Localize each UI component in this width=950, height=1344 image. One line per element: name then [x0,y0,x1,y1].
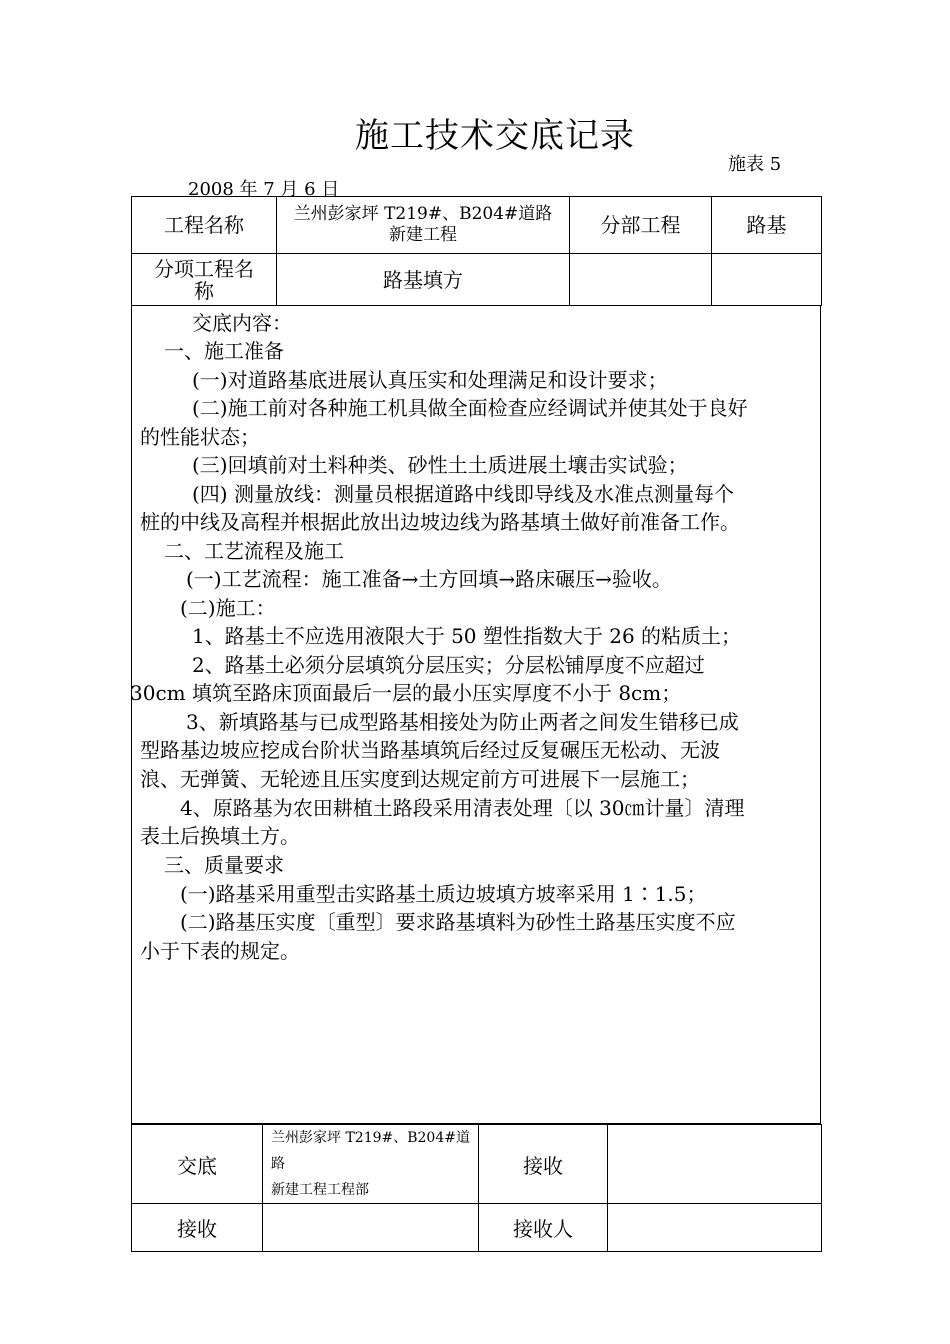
project-name-line-1: 兰州彭家坪 T219#、B204#道路 [293,204,553,224]
content-line: (一)路基采用重型击实路基土质边坡填方坡率采用 1∶1.5； [180,882,707,906]
content-line: 2、路基土必须分层填筑分层压实；分层松铺厚度不应超过 [192,653,705,677]
content-line: 30cm 填筑至路床顶面最后一层的最小压实厚度不小于 8cm； [130,681,682,705]
empty-cell [570,254,712,306]
content-line: 浪、无弹簧、无轮迹且压实度到达规定前方可进展下一层施工； [140,767,700,791]
subitem-label [132,254,277,306]
division-value: 路基 [712,197,822,254]
content-line: 三、质量要求 [164,853,284,877]
division-label: 分部工程 [570,197,712,254]
signature-table [131,1124,822,1252]
subitem-label-line-1: 分项工程名 [154,256,254,281]
receive-label: 接收 [479,1125,608,1204]
content-line: 小于下表的规定。 [140,939,300,963]
project-name-value [277,197,570,254]
empty-cell [712,254,822,306]
subitem-label-line-2: 称 [194,278,214,303]
form-number: 施表 5 [728,154,782,175]
content-line: 3、新填路基与已成型路基相接处为防止两者之间发生错移已成 [186,710,739,734]
handover-dept-line-2: 新建工程工程部 [271,1182,369,1198]
content-line: 4、原路基为农田耕植土路段采用清表处理〔以 30㎝计量〕清理 [180,796,745,820]
content-line: 交底内容： [192,311,292,335]
content-line: 的性能状态； [140,425,260,449]
content-line: 桩的中线及高程并根据此放出边坡边线为路基填土做好前准备工作。 [140,510,740,534]
content-line: (二)施工前对各种施工机具做全面检查应经调试并使其处于良好 [192,396,748,420]
handover-dept [263,1125,479,1204]
subitem-value: 路基填方 [277,254,570,306]
content-line: 一、施工准备 [164,339,284,363]
receiver-label: 接收人 [479,1204,608,1252]
content-line: (一)工艺流程：施工准备→土方回填→路床碾压→验收。 [186,567,672,591]
receive-signature-field [608,1125,822,1204]
handover-content [131,305,821,1124]
project-name-line-2: 新建工程 [389,225,457,245]
content-line: (四) 测量放线：测量员根据道路中线即导线及水准点测量每个 [192,482,734,506]
content-line: (二)施工： [180,596,276,620]
document-title: 施工技术交底记录 [355,116,635,156]
document-date: 2008 年 7 月 6 日 [188,179,340,200]
content-line: 二、工艺流程及施工 [164,539,344,563]
content-line: (三)回填前对土料种类、砂性土土质进展土壤击实试验； [192,453,688,477]
content-line: 表土后换填土方。 [140,824,300,848]
header-table [131,196,822,306]
content-line: (二)路基压实度〔重型〕要求路基填料为砂性土路基压实度不应 [180,910,736,934]
receive-label-2: 接收 [132,1204,263,1252]
receive-unit-field [263,1204,479,1252]
receiver-signature-field [608,1204,822,1252]
content-line: 1、路基土不应选用液限大于 50 塑性指数大于 26 的粘质土； [192,624,742,648]
handover-dept-line-1: 兰州彭家坪 T219#、B204#道路 [271,1130,470,1172]
content-line: (一)对道路基底进展认真压实和处理满足和设计要求； [192,368,668,392]
content-line: 型路基边坡应挖成台阶状当路基填筑后经过反复碾压无松动、无波 [140,738,720,762]
handover-label: 交底 [132,1125,263,1204]
project-name-label: 工程名称 [132,197,277,254]
